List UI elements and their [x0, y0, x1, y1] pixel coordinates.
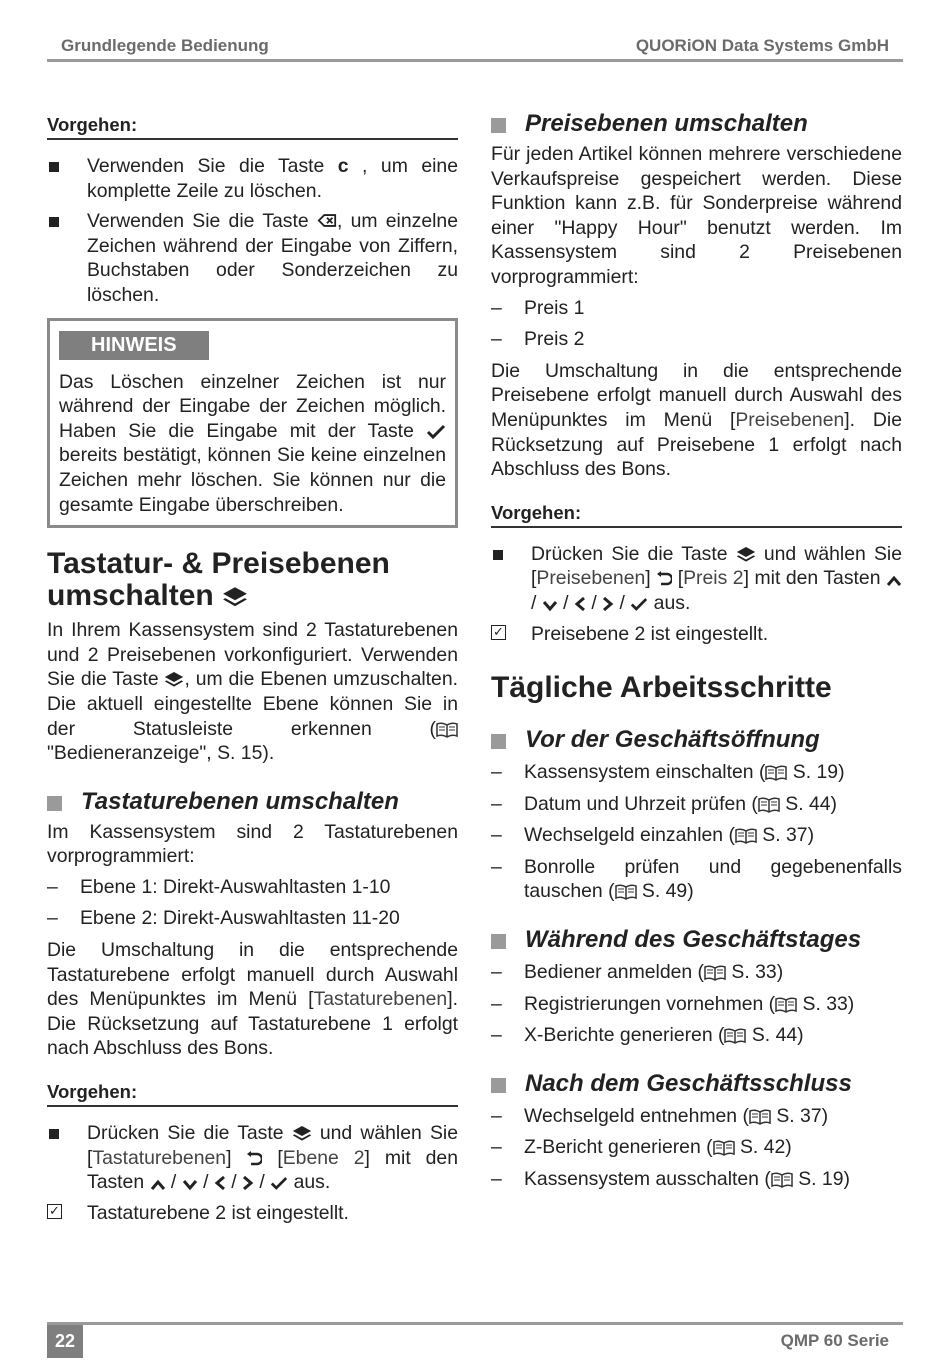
- section-square-icon: [47, 796, 62, 811]
- procedure-list: [47, 154, 458, 308]
- menu-reference: Tastaturebenen: [313, 988, 448, 1011]
- right-key-icon: [602, 596, 614, 612]
- paragraph: Die Umschaltung in die entsprechende Tastaturebene erfolgt manuell durch Auswahl des Menüpunktes im Menü [Tastaturebenen]. Die Rücksetzung auf Tastaturebene 1 erfolgt nach Abschluss des Bons.: [47, 939, 458, 1060]
- note-text: Das Löschen einzelner Zeichen ist nur während der Eingabe der Zeichen möglich. Haben Sie die Eingabe mit der Taste bereits bestätigt, können Sie keine einzelnen Zeichen mehr löschen. Sie können nur die gesamte Eingabe überschreiben.: [59, 370, 446, 516]
- procedure-heading: Vorgehen:: [47, 1081, 458, 1107]
- key-c: c: [337, 155, 349, 177]
- dash-list: [491, 960, 902, 1048]
- book-reference-icon: [771, 1172, 793, 1188]
- checkbox-icon: ✓: [491, 625, 506, 640]
- left-column: [47, 110, 458, 1231]
- list-item: Verwenden Sie die Taste c , um eine komplette Zeile zu löschen.: [47, 154, 458, 203]
- paragraph: Im Kassensystem sind 2 Tastaturebenen vorprogrammiert:: [47, 820, 458, 868]
- section-square-icon: [491, 118, 506, 133]
- bullet: [49, 217, 59, 227]
- list-item: – Preis 2: [491, 328, 585, 351]
- subsection-title: Nach dem Geschäftsschluss: [491, 1070, 902, 1098]
- layers-key-icon: [292, 1125, 312, 1142]
- result-item: ✓ Preisebene 2 ist eingestellt.: [491, 622, 902, 647]
- section-title: Tastatur- & Preisebenen umschalten: [47, 547, 390, 613]
- section-square-icon: [491, 1078, 506, 1093]
- subsection-title: Während des Geschäftstages: [491, 926, 902, 954]
- header-section-title: Grundlegende Bedienung: [61, 36, 269, 55]
- subsection-title: Preisebenen umschalten: [491, 110, 902, 138]
- dash-list: [491, 760, 902, 904]
- list-item: Verwenden Sie die Taste , um einzelne Zeichen während der Eingabe von Ziffern, Buchstaben oder Sonderzeichen zu löschen.: [47, 209, 458, 307]
- book-reference-icon: [724, 1028, 746, 1044]
- procedure-heading: Vorgehen:: [491, 502, 902, 528]
- dash-list: [47, 875, 458, 931]
- book-reference-icon: [436, 722, 458, 738]
- layers-key-icon: [736, 546, 756, 563]
- subsection-title: Tastaturebenen umschalten: [47, 788, 458, 816]
- book-reference-icon: [775, 997, 797, 1013]
- result-item: ✓ Tastaturebene 2 ist eingestellt.: [47, 1201, 458, 1226]
- list-item: – Kassensystem ausschalten ( S. 19): [491, 1168, 850, 1191]
- book-reference-icon: [735, 828, 757, 844]
- list-item: Drücken Sie die Taste und wählen Sie [Preisebenen] [Preis 2] mit den Tasten / / / / aus.: [491, 542, 902, 616]
- list-item: – Ebene 2: Direkt-Auswahltasten 11-20: [47, 907, 400, 930]
- layers-key-icon: [222, 586, 248, 608]
- paragraph: Für jeden Artikel können mehrere verschiedene Verkaufspreise gespeichert werden. Diese Funktion kann z.B. für Sonderpreise während einer "Happy Hour" benutzt werden. Im Kassensystem sind 2 Preisebenen vorprogrammiert:: [491, 143, 902, 288]
- list-item: – X-Berichte generieren ( S. 44): [491, 1024, 804, 1047]
- section-square-icon: [491, 734, 506, 749]
- book-reference-icon: [765, 765, 787, 781]
- arrow-turn-icon: [246, 1151, 262, 1167]
- intro-paragraph: In Ihrem Kassensystem sind 2 Tastaturebenen und 2 Preisebenen vorkonfiguriert. Verwenden Sie die Taste , um die Ebenen umzuschalten. Die aktuell eingestellte Ebene können Sie in der Statusleiste erkennen ( "Bedieneranzeige", S. 15).: [47, 619, 458, 765]
- note-box: [47, 318, 458, 529]
- down-key-icon: [542, 600, 558, 612]
- menu-reference: Preisebenen: [735, 408, 845, 431]
- up-key-icon: [150, 1179, 166, 1191]
- header-company: QUORiON Data Systems GmbH: [635, 36, 889, 55]
- procedure-list: [47, 1121, 458, 1225]
- dash-list: [491, 1104, 902, 1192]
- page-number: 22: [47, 1325, 83, 1358]
- page-footer: [47, 1322, 903, 1358]
- product-series: QMP 60 Serie: [780, 1331, 889, 1350]
- bullet: [49, 162, 59, 172]
- list-item: – Ebene 1: Direkt-Auswahltasten 1-10: [47, 875, 391, 898]
- list-item: Drücken Sie die Taste und wählen Sie [Tastaturebenen] [Ebene 2] mit den Tasten / / / / aus.: [47, 1121, 458, 1195]
- left-key-icon: [574, 596, 586, 612]
- book-reference-icon: [758, 797, 780, 813]
- book-reference-icon: [704, 965, 726, 981]
- layers-key-icon: [164, 671, 184, 688]
- list-item: – Bonrolle prüfen und gegebenenfalls tauschen ( S. 49): [491, 855, 902, 903]
- right-key-icon: [242, 1175, 254, 1191]
- subsection-title: Vor der Geschäftsöffnung: [491, 726, 902, 754]
- list-item: – Preis 1: [491, 296, 585, 319]
- procedure-heading: Vorgehen:: [47, 114, 458, 140]
- book-reference-icon: [713, 1140, 735, 1156]
- check-key-icon: [270, 1176, 288, 1191]
- note-label: HINWEIS: [59, 331, 209, 360]
- list-item: – Datum und Uhrzeit prüfen ( S. 44): [491, 792, 837, 815]
- list-item: – Kassensystem einschalten ( S. 19): [491, 761, 845, 784]
- section-title: Tägliche Arbeitsschritte: [491, 671, 832, 705]
- list-item: – Z-Bericht generieren ( S. 42): [491, 1136, 792, 1159]
- list-item: – Registrierungen vornehmen ( S. 33): [491, 992, 855, 1015]
- check-key-icon: [630, 597, 648, 612]
- right-column: [491, 110, 902, 1199]
- backspace-key-icon: [317, 211, 337, 230]
- check-key-icon: [426, 424, 446, 440]
- up-key-icon: [886, 575, 902, 587]
- procedure-list: [491, 542, 902, 646]
- checkbox-icon: ✓: [47, 1204, 62, 1219]
- list-item: – Wechselgeld einzahlen ( S. 37): [491, 824, 815, 847]
- arrow-turn-icon: [656, 571, 672, 587]
- list-item: – Bediener anmelden ( S. 33): [491, 961, 784, 984]
- page-header: [47, 34, 903, 62]
- book-reference-icon: [615, 884, 637, 900]
- dash-list: [491, 296, 902, 352]
- left-key-icon: [214, 1175, 226, 1191]
- bullet: [493, 550, 503, 560]
- section-square-icon: [491, 934, 506, 949]
- paragraph: Die Umschaltung in die entsprechende Preisebene erfolgt manuell durch Auswahl des Menüpunktes im Menü [Preisebenen]. Die Rücksetzung auf Preisebene 1 erfolgt nach Abschluss des Bons.: [491, 359, 902, 481]
- book-reference-icon: [749, 1109, 771, 1125]
- down-key-icon: [182, 1179, 198, 1191]
- bullet: [49, 1129, 59, 1139]
- list-item: – Wechselgeld entnehmen ( S. 37): [491, 1104, 829, 1127]
